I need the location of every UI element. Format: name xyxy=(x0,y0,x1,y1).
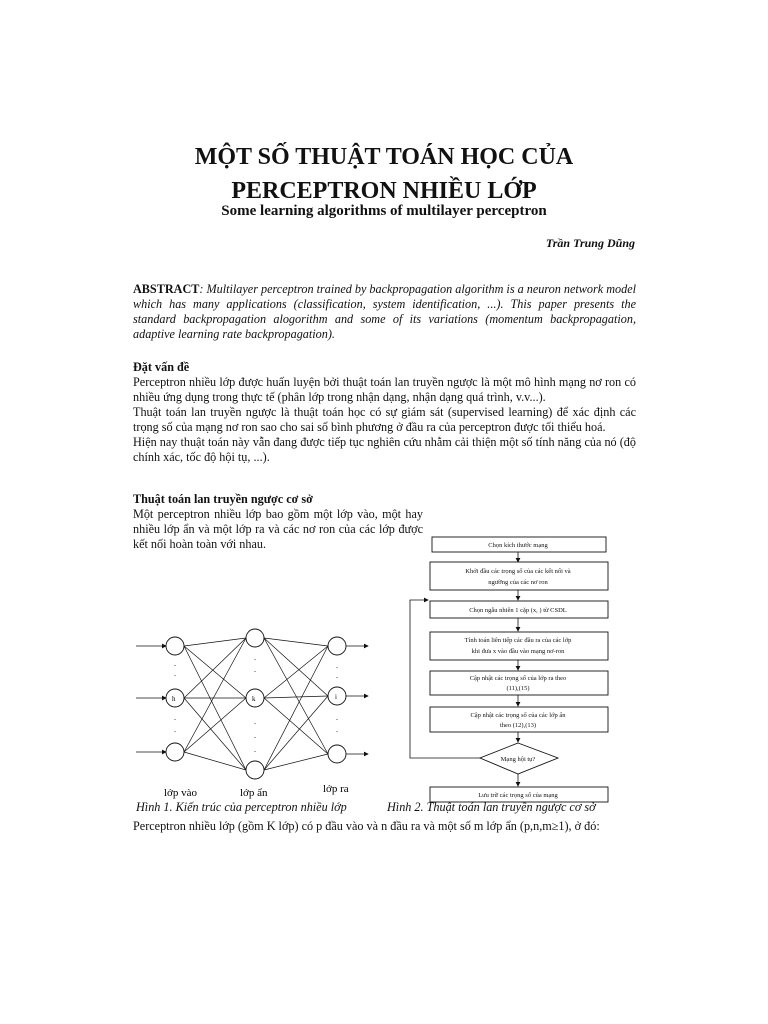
flow-step-update-hidden-2: theo (12),(13) xyxy=(499,722,537,729)
flow-decision-converged: Mạng hội tụ? xyxy=(500,756,536,763)
node-label-i: i xyxy=(335,693,337,701)
flow-step-update-out-2: (11),(15) xyxy=(506,685,530,692)
svg-text:.: . xyxy=(254,731,256,740)
svg-text:.: . xyxy=(174,725,176,734)
paragraph-intro-2: Thuật toán lan truyền ngược là thuật toán học có sự giám sát (supervised learning) để xác định các trọng số của mạng nơ ron sao cho sai số bình phương ở đầu ra của perceptron được tối thiểu hoá. xyxy=(133,405,636,434)
node-label-h: h xyxy=(172,695,176,703)
abstract-label: ABSTRACT xyxy=(133,282,200,296)
label-input-layer: lớp vào xyxy=(164,787,198,799)
svg-text:.: . xyxy=(174,669,176,678)
section-heading-intro: Đặt vấn đề xyxy=(133,360,190,374)
title-line-2: PERCEPTRON NHIỀU LỚP xyxy=(231,178,537,204)
figure1-caption: Hình 1. Kiến trúc của perceptron nhiều lớp xyxy=(136,800,347,814)
flow-step-update-out-1: Cập nhật các trọng số của lớp ra theo xyxy=(469,675,567,682)
svg-text:.: . xyxy=(174,713,176,722)
svg-text:.: . xyxy=(336,671,338,680)
paper-title xyxy=(0,140,768,208)
svg-text:.: . xyxy=(254,653,256,662)
section-intro xyxy=(133,360,636,465)
abstract-text: : Multilayer perceptron trained by backpropagation algorithm is a neuron network model which has many applications (classification, system identification, ...). This paper presents the standard backpropagation alogorithm and some of its variations (momentum backpropagation, adaptive learning rate backpropagation). xyxy=(133,282,636,341)
flow-step-random-pair: Chọn ngẫu nhiên 1 cặp (x, ) từ CSDL xyxy=(469,607,567,614)
input-arrows xyxy=(136,646,166,752)
author-name: Trần Trung Dũng xyxy=(545,236,635,250)
title-line-1: MỘT SỐ THUẬT TOÁN HỌC CỦA xyxy=(194,144,574,170)
svg-text:.: . xyxy=(254,717,256,726)
flow-step-init-2: ngưỡng của các nơ ron xyxy=(488,579,548,586)
flow-step-init-1: Khởi đầu các trọng số của các kết nối và xyxy=(465,568,571,575)
svg-text:.: . xyxy=(254,665,256,674)
figure2-caption: Hình 2. Thuật toán lan truyền ngược cơ sở xyxy=(387,800,596,814)
output-arrows xyxy=(346,646,368,754)
paragraph-backprop-1: Một perceptron nhiều lớp bao gồm một lớp vào, một hay nhiều lớp ẩn và một lớp ra và các nơ ron của các lớp được kết nối hoàn toàn với nhau. xyxy=(133,507,423,551)
svg-text:.: . xyxy=(336,713,338,722)
svg-text:.: . xyxy=(336,725,338,734)
flow-step-update-hidden-1: Cập nhật các trọng số của các lớp ẩn xyxy=(470,712,566,719)
label-hidden-layer: lớp ẩn xyxy=(240,787,268,799)
figure-mlp-architecture xyxy=(130,620,370,800)
section-heading-backprop: Thuật toán lan truyền ngược cơ sở xyxy=(133,492,313,506)
flow-step-save: Lưu trữ các trọng số của mạng xyxy=(478,792,558,799)
svg-text:.: . xyxy=(254,745,256,754)
flow-step-forward-1: Tính toán liên tiếp các đầu ra của các lớp xyxy=(464,637,572,644)
figure-backprop-flowchart xyxy=(400,534,640,804)
svg-text:.: . xyxy=(174,659,176,668)
abstract xyxy=(133,282,636,342)
flow-step-forward-2: khi đưa x vào đầu vào mạng nơ-ron xyxy=(471,648,565,655)
paragraph-perceptron-definition: Perceptron nhiều lớp (gồm K lớp) có p đầu vào và n đầu ra và một số m lớp ẩn (p,n,m≥1), ở đó: xyxy=(133,819,600,833)
paper-subtitle: Some learning algorithms of multilayer perceptron xyxy=(221,203,547,219)
flow-step-choose-size: Chọn kích thước mạng xyxy=(488,542,548,549)
section-backprop xyxy=(133,492,423,552)
paragraph-intro-1: Perceptron nhiều lớp được huấn luyện bởi thuật toán lan truyền ngược là một mô hình mạng nơ ron có nhiều ứng dụng trong thực tế (phân lớp trong nhận dạng, nhận dạng quá trình, v.v...). xyxy=(133,375,636,404)
node-label-k: k xyxy=(252,695,256,703)
paragraph-intro-3: Hiện nay thuật toán này vẫn đang được tiếp tục nghiên cứu nhằm cải thiện một số tính năng của nó (độ chính xác, tốc độ hội tụ, ...). xyxy=(133,435,636,464)
label-output-layer: lớp ra xyxy=(323,783,349,795)
svg-text:.: . xyxy=(336,661,338,670)
